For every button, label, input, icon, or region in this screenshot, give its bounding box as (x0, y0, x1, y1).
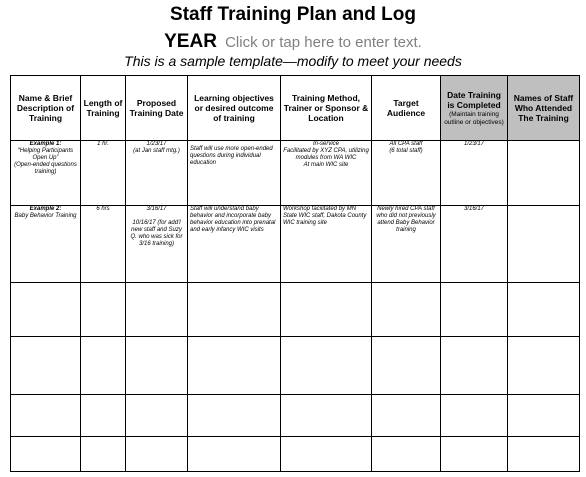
cell-proposed-date[interactable] (126, 205, 188, 282)
cell-audience[interactable] (372, 141, 441, 206)
example-date-completed: 1/23/17 (463, 141, 485, 147)
header-method: Training Method, Trainer or Sponsor & Location (281, 76, 372, 141)
example-proposed-note: 10/16/17 (for add'l new staff and Suzy Q. who was sick for 3/16 training) (130, 219, 183, 247)
example-objectives: Staff will understand baby behavior and incorporate baby behavior education into prenatal and early infancy WIC visits (190, 205, 276, 233)
header-name: Name & Brief Description of Training (11, 76, 81, 141)
template-subtitle: This is a sample template—modify to meet your needs (124, 53, 462, 69)
example-label: Example 1: (29, 141, 62, 147)
example-audience: Newly hired CPA staff who did not previously attend Baby Behavior training (376, 205, 436, 233)
year-label: YEAR (164, 31, 217, 52)
header-proposed-date: Proposed Training Date (126, 76, 188, 141)
empty-cell[interactable] (81, 394, 126, 436)
cell-objectives[interactable] (188, 141, 281, 206)
cell-proposed-date[interactable] (126, 141, 188, 206)
empty-cell[interactable] (281, 394, 372, 436)
empty-cell[interactable] (281, 283, 372, 337)
empty-cell[interactable] (508, 283, 580, 337)
example-audience-count: (6 total staff) (389, 148, 423, 154)
header-objectives: Learning objectives or desired outcome of training (188, 76, 281, 141)
table-row (11, 394, 580, 436)
empty-cell[interactable] (372, 394, 441, 436)
page-title: Staff Training Plan and Log (170, 4, 416, 25)
header-date-completed (441, 76, 508, 141)
empty-cell[interactable] (372, 283, 441, 337)
year-input-placeholder[interactable]: Click or tap here to enter text. (225, 34, 422, 51)
empty-cell[interactable] (441, 336, 508, 394)
cell-staff-names[interactable] (508, 205, 580, 282)
empty-cell[interactable] (508, 436, 580, 471)
empty-cell[interactable] (126, 436, 188, 471)
empty-cell[interactable] (441, 394, 508, 436)
header-staff-names: Names of Staff Who Attended The Training (508, 76, 580, 141)
cell-method[interactable] (281, 141, 372, 206)
empty-cell[interactable] (441, 283, 508, 337)
cell-objectives[interactable] (188, 205, 281, 282)
cell-date-completed[interactable] (441, 141, 508, 206)
cell-name[interactable] (11, 141, 81, 206)
empty-cell[interactable] (11, 436, 81, 471)
cell-length[interactable] (81, 205, 126, 282)
empty-cell[interactable] (81, 283, 126, 337)
table-row (11, 141, 580, 206)
example-length: 6 hrs (96, 205, 110, 212)
empty-cell[interactable] (372, 336, 441, 394)
header-date-completed-note: (Maintain training outline or objectives) (444, 111, 504, 126)
example-name-note: (Open-ended questions training) (14, 162, 77, 175)
empty-cell[interactable] (508, 336, 580, 394)
empty-cell[interactable] (11, 336, 81, 394)
empty-cell[interactable] (281, 436, 372, 471)
example-proposed-date: 1/23/17 (146, 141, 167, 147)
example-proposed-date: 3/16/17 (146, 205, 167, 212)
training-log-table (10, 75, 580, 472)
empty-cell[interactable] (11, 283, 81, 337)
example-objectives: Staff will use more open-ended questions during individual education (190, 146, 273, 166)
empty-cell[interactable] (188, 394, 281, 436)
cell-name[interactable] (11, 205, 81, 282)
empty-cell[interactable] (188, 336, 281, 394)
empty-cell[interactable] (188, 436, 281, 471)
header-audience: Target Audience (372, 76, 441, 141)
cell-length[interactable] (81, 141, 126, 206)
table-row (11, 205, 580, 282)
cell-staff-names[interactable] (508, 141, 580, 206)
empty-cell[interactable] (188, 283, 281, 337)
empty-cell[interactable] (81, 436, 126, 471)
empty-cell[interactable] (81, 336, 126, 394)
example-length: 1 hr. (97, 141, 109, 147)
example-date-completed: 3/16/17 (463, 205, 485, 212)
example-method: Workshop facilitated by MN State WIC staff, Dakota County WIC training site (283, 205, 367, 226)
example-proposed-note: (at Jan staff mtg.) (133, 148, 180, 154)
example-method-location: At main WIC site (303, 162, 349, 168)
example-name: “Helping Participants Open Up” (17, 148, 74, 161)
example-label: Example 2: (29, 205, 62, 212)
header-length: Length of Training (81, 76, 126, 141)
year-line (0, 31, 586, 54)
example-audience: All CPA staff (389, 141, 423, 147)
empty-cell[interactable] (126, 394, 188, 436)
table-row (11, 283, 580, 337)
empty-cell[interactable] (281, 336, 372, 394)
table-row (11, 436, 580, 471)
example-method-type: In-service (312, 141, 339, 147)
empty-cell[interactable] (372, 436, 441, 471)
empty-cell[interactable] (441, 436, 508, 471)
empty-cell[interactable] (508, 394, 580, 436)
empty-cell[interactable] (126, 283, 188, 337)
example-name: Baby Behavior Training (14, 212, 77, 219)
empty-cell[interactable] (126, 336, 188, 394)
table-row (11, 336, 580, 394)
cell-audience[interactable] (372, 205, 441, 282)
header-row (11, 76, 580, 141)
header-date-completed-label: Date Training is Completed (447, 90, 501, 110)
cell-date-completed[interactable] (441, 205, 508, 282)
empty-cell[interactable] (11, 394, 81, 436)
example-method-trainer: Facilitated by XYZ CPA, utilizing modules from WA WIC (283, 148, 369, 161)
cell-method[interactable] (281, 205, 372, 282)
